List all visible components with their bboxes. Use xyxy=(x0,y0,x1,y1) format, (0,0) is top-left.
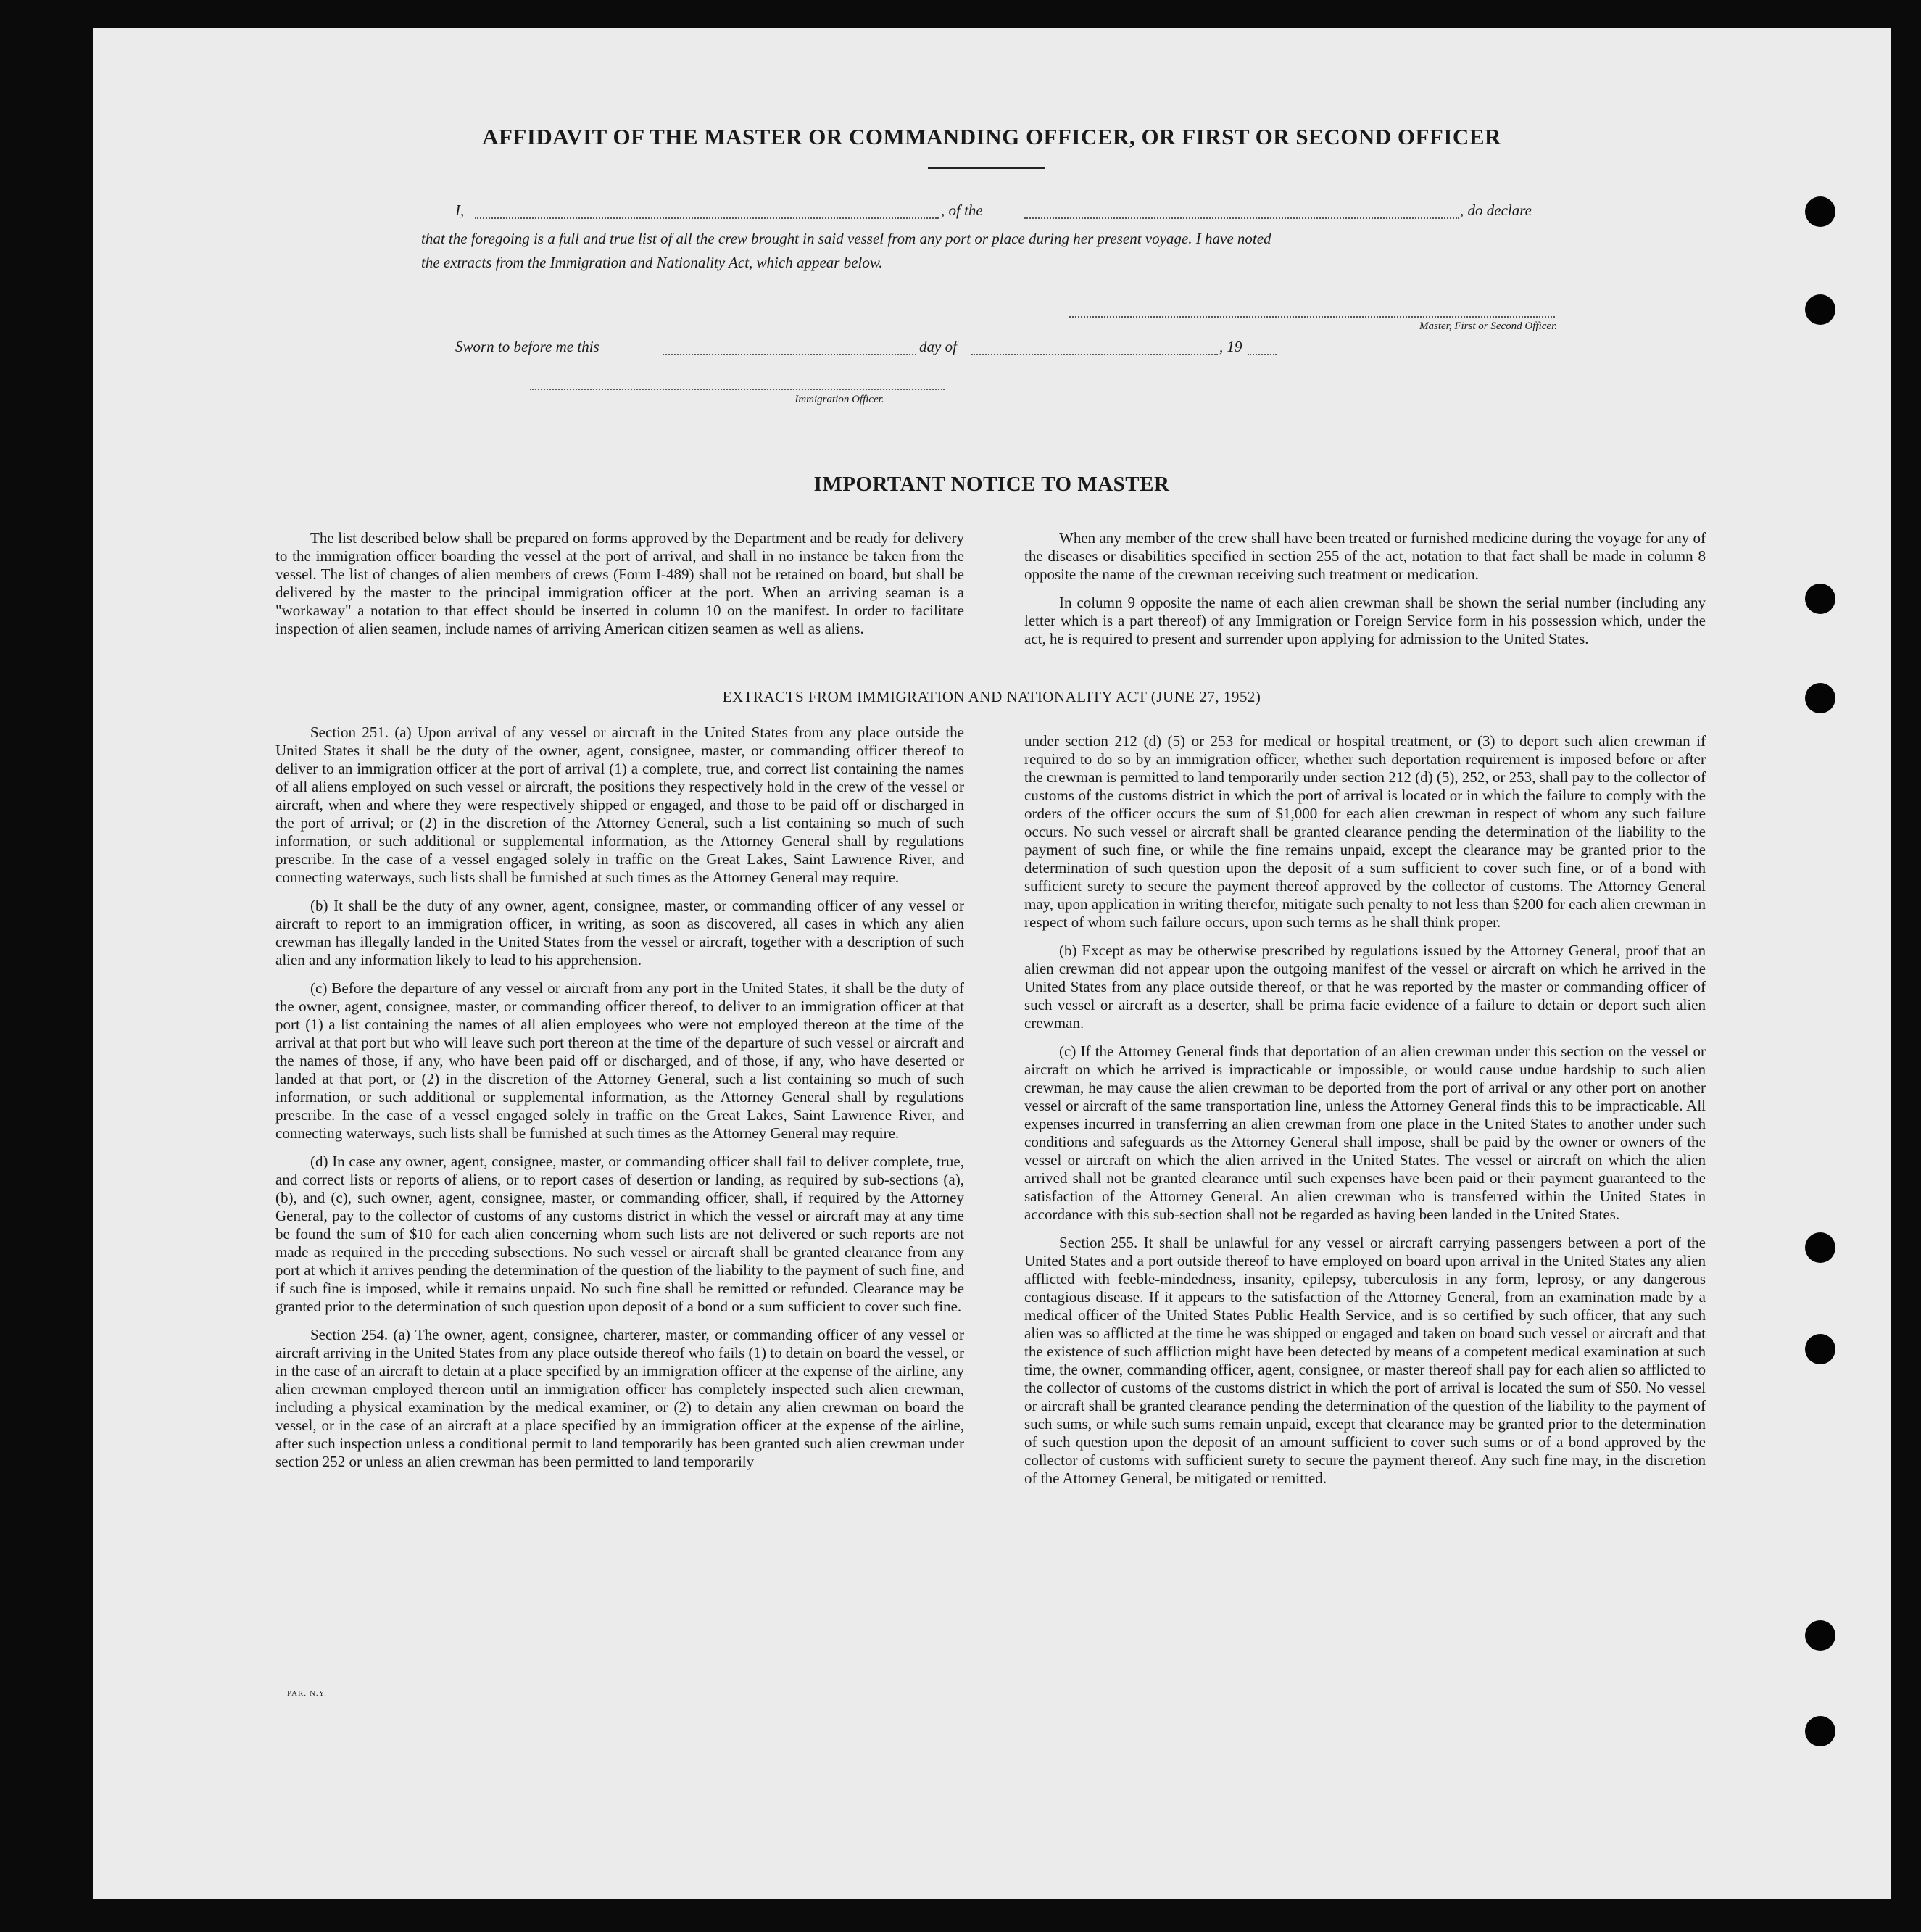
notice-title: IMPORTANT NOTICE TO MASTER xyxy=(813,473,1170,496)
affidavit-i: I, xyxy=(455,202,465,219)
notice-paragraph: When any member of the crew shall have been treated or furnished medicine during the voyage for any of the diseases or disabilities specified in section 255 of the act, notation to that fact shall be made in column 8 opposite the name of the crewman receiving such treatment or medication. xyxy=(1024,529,1706,583)
section-254a: Section 254. (a) The owner, agent, consignee, charterer, master, or commanding officer of any vessel or aircraft arriving in the United States from any place outside thereof who fails (1) to detain on board the vessel, or in the case of an aircraft to detain at a place specified by an immigration officer at the expense of the airline, any alien crewman employed thereon until an immigration officer has completely inspected such alien crewman, including a physical examination by the medical examiner, or (2) to detain any alien crewman on board the vessel, or in the case of an aircraft at a place specified by an immigration officer at the expense of the airline, after such inspection unless a conditional permit to land temporarily has been granted such alien crewman under section 252 or unless an alien crewman has been permitted to land temporarily xyxy=(275,1326,964,1470)
punch-hole xyxy=(1805,1334,1835,1364)
year-label: , 19 xyxy=(1219,338,1242,355)
notice-paragraph: The list described below shall be prepared on forms approved by the Department and be ready for delivery to the immigration officer boarding the vessel at the port of arrival, and shall in no instance be taken from the vessel. The list of changes of alien members of crews (Form I-489) shall not be retained on board, but shall be delivered by the master to the principal immigration officer at the port. When an arriving seaman is a "workaway" a notation to that effect should be inserted in column 10 on the manifest. In order to facilitate inspection of alien seamen, include names of arriving American citizen seamen as well as aliens. xyxy=(275,529,964,637)
sworn-label: Sworn to before me this xyxy=(455,338,599,355)
affidavit-of-the: , of the xyxy=(941,202,983,219)
section-251d: (d) In case any owner, agent, consignee, master, or commanding officer shall fail to deliver complete, true, and correct lists or reports of aliens, or to report cases of desertion or landing, as required by sub-sections (a), (b), and (c), such owner, agent, consignee, master, or commanding officer, shall, if required by the Attorney General, pay to the collector of customs of any customs district in which the vessel or aircraft may at any time be found the sum of $10 for each alien concerning whom such lists are not delivered or such reports are not made as required in the preceding subsections. No such vessel or aircraft shall be granted clearance from any port at which it arrives pending the determination of the question of the liability to the payment of such fine, and if such fine is imposed, while it remains unpaid. No such fine shall be remitted or refunded. Clearance may be granted prior to the determination of such question upon deposit of a bond or a sum sufficient to cover such fine. xyxy=(275,1153,964,1315)
extracts-right-column xyxy=(1024,732,1706,1498)
section-255: Section 255. It shall be unlawful for any vessel or aircraft carrying passengers between a port of the United States and a port outside thereof to have employed on board upon arrival in the United States any alien afflicted with feeble-mindedness, insanity, epilepsy, tuberculosis in any form, leprosy, or any dangerous contagious disease. If it appears to the satisfaction of the Attorney General, from an examination made by a medical officer of the United States Public Health Service, and is so certified by such officer, that any such alien was so afflicted at the time he was shipped or engaged and taken on board such vessel or aircraft and that the existence of such affliction might have been detected by means of a competent medical examination at such time, the owner, commanding officer, agent, consignee, or master thereof shall pay for each alien so afflicted to the collector of customs of the customs district in which the port of arrival is located the sum of $50. No vessel or aircraft shall be granted clearance pending the determination of the question of the liability to the payment of such sums, or while such sums remain unpaid, except that clearance may be granted prior to the determination of such question upon the deposit of an amount sufficient to cover such sums or of a bond approved by the collector of customs with sufficient surety to secure the payment thereof. Any such fine may, in the discretion of the Attorney General, be mitigated or remitted. xyxy=(1024,1234,1706,1487)
section-251c: (c) Before the departure of any vessel or aircraft from any port in the United States, it shall be the duty of the owner, agent, consignee, master, or commanding officer thereof, to deliver to an immigration officer at that port (1) a list containing the names of all alien employees who were not employed thereon at the time of the arrival at that port but who will leave such port thereon at the time of the departure of such vessel or aircraft and the names of those, if any, who have been paid off or discharged, and of those, if any, who have deserted or landed at that port, or (2) in the discretion of the Attorney General, such a list containing so much of such information, or such additional or supplemental information, as the Attorney General shall by regulations prescribe. In the case of a vessel engaged solely in traffic on the Great Lakes, Saint Lawrence River, and connecting waterways, such lists shall be furnished at such times as the Attorney General may require. xyxy=(275,979,964,1142)
sworn-year-blank[interactable] xyxy=(1248,354,1277,355)
sworn-day-blank[interactable] xyxy=(663,354,916,355)
printer-mark: PAR. N.Y. xyxy=(287,1689,327,1698)
punch-hole xyxy=(1805,1620,1835,1651)
day-of-label: day of xyxy=(919,338,957,355)
notice-right-column xyxy=(1024,529,1706,658)
section-251b: (b) It shall be the duty of any owner, agent, consignee, master, or commanding officer of any vessel or aircraft to report to an immigration officer, in writing, as soon as discovered, all cases in which any alien crewman has illegally landed in the United States from the vessel or aircraft, together with a description of such alien and any information likely to lead to his apprehension. xyxy=(275,897,964,969)
punch-hole xyxy=(1805,196,1835,227)
affidavit-title: AFFIDAVIT OF THE MASTER OR COMMANDING OFFICER, OR FIRST OR SECOND OFFICER xyxy=(482,124,1501,149)
title-rule xyxy=(928,167,1045,169)
section-254b: (b) Except as may be otherwise prescribed by regulations issued by the Attorney General, proof that an alien crewman did not appear upon the outgoing manifest of the vessel or aircraft on which he arrived in the United States from any place outside thereof, or that he was reported by the master or commanding officer of such vessel or aircraft as a deserter, shall be prima facie evidence of a failure to detain or deport such alien crewman. xyxy=(1024,942,1706,1032)
affidavit-line-3: the extracts from the Immigration and Nationality Act, which appear below. xyxy=(421,254,883,271)
master-signature-label: Master, First or Second Officer. xyxy=(1419,320,1557,332)
affidavit-line-2: that the foregoing is a full and true list of all the crew brought in said vessel from any port or place during her present voyage. I have noted xyxy=(421,230,1271,247)
punch-hole xyxy=(1805,683,1835,713)
extracts-title: EXTRACTS FROM IMMIGRATION AND NATIONALITY ACT (JUNE 27, 1952) xyxy=(722,688,1261,705)
officer-signature-label: Immigration Officer. xyxy=(794,394,884,405)
affidavit-do-declare: , do declare xyxy=(1460,202,1532,219)
extracts-left-column xyxy=(275,724,964,1481)
name-blank[interactable] xyxy=(475,217,939,219)
notice-left-column xyxy=(275,529,964,648)
notice-paragraph: In column 9 opposite the name of each alien crewman shall be shown the serial number (including any letter which is a part thereof) of any Immigration or Foreign Service form in his possession which, under the act, he is required to present and surrender upon applying for admission to the United States. xyxy=(1024,594,1706,647)
punch-hole xyxy=(1805,294,1835,325)
punch-hole xyxy=(1805,584,1835,614)
document-page xyxy=(93,28,1891,1899)
vessel-blank[interactable] xyxy=(1024,217,1459,219)
punch-hole xyxy=(1805,1716,1835,1746)
sworn-month-blank[interactable] xyxy=(971,354,1218,355)
master-signature-blank[interactable] xyxy=(1069,316,1555,318)
section-251a: Section 251. (a) Upon arrival of any vessel or aircraft in the United States from any place outside the United States it shall be the duty of the owner, agent, consignee, master, or commanding officer thereof to deliver to an immigration officer at the port of arrival (1) a complete, true, and correct list containing the names of all aliens employed on such vessel or aircraft, the positions they respectively hold in the crew of the vessel or aircraft, when and where they were respectively shipped or engaged, and those to be paid off or discharged in the port of arrival; or (2) in the discretion of the Attorney General, such a list containing so much of such information, or such additional or supplemental information, as the Attorney General shall by regulations prescribe. In the case of a vessel engaged solely in traffic on the Great Lakes, Saint Lawrence River, and connecting waterways, such lists shall be furnished at such times as the Attorney General may require. xyxy=(275,724,964,886)
punch-hole xyxy=(1805,1232,1835,1263)
section-254a-continued: under section 212 (d) (5) or 253 for medical or hospital treatment, or (3) to deport such alien crewman if required to do so by an immigration officer, whether such deportation requirement is imposed before or after the crewman is permitted to land temporarily under section 212 (d) (5), 252, or 253, shall pay to the collector of customs of the customs district in which the port of arrival is located or in which the failure to comply with the orders of the officer occurs the sum of $1,000 for each alien crewman in respect of whom any such failure occurs. No such vessel or aircraft shall be granted clearance pending the determination of the liability to the payment of such fine, or while the fine remains unpaid, except the clearance may be granted prior to the determination of such question upon the deposit of a sum sufficient to cover such fine, or of a bond with sufficient surety to secure the payment thereof approved by the collector of customs. The Attorney General may, upon application in writing therefor, mitigate such penalty to not less than $200 for each alien crewman in respect of whom such failure occurs, upon such terms as he shall think proper. xyxy=(1024,732,1706,931)
section-254c: (c) If the Attorney General finds that deportation of an alien crewman under this section on the vessel or aircraft on which he arrived is impracticable or impossible, or would cause undue hardship to such alien crewman, he may cause the alien crewman to be deported from the port of arrival or any other port on another vessel or aircraft of the same transportation line, unless the Attorney General finds this to be impracticable. All expenses incurred in transferring an alien crewman from one place in the United States to another under such conditions and safeguards as the Attorney General shall impose, shall be paid by the owner or owners of the vessel or aircraft on which the alien arrived in the United States. The vessel or aircraft on which the alien arrived shall not be granted clearance until such expenses have been paid or their payment guaranteed to the satisfaction of the Attorney General. An alien crewman who is transferred within the United States in accordance with this sub-section shall not be regarded as having been landed in the United States. xyxy=(1024,1042,1706,1223)
officer-signature-blank[interactable] xyxy=(530,389,945,390)
